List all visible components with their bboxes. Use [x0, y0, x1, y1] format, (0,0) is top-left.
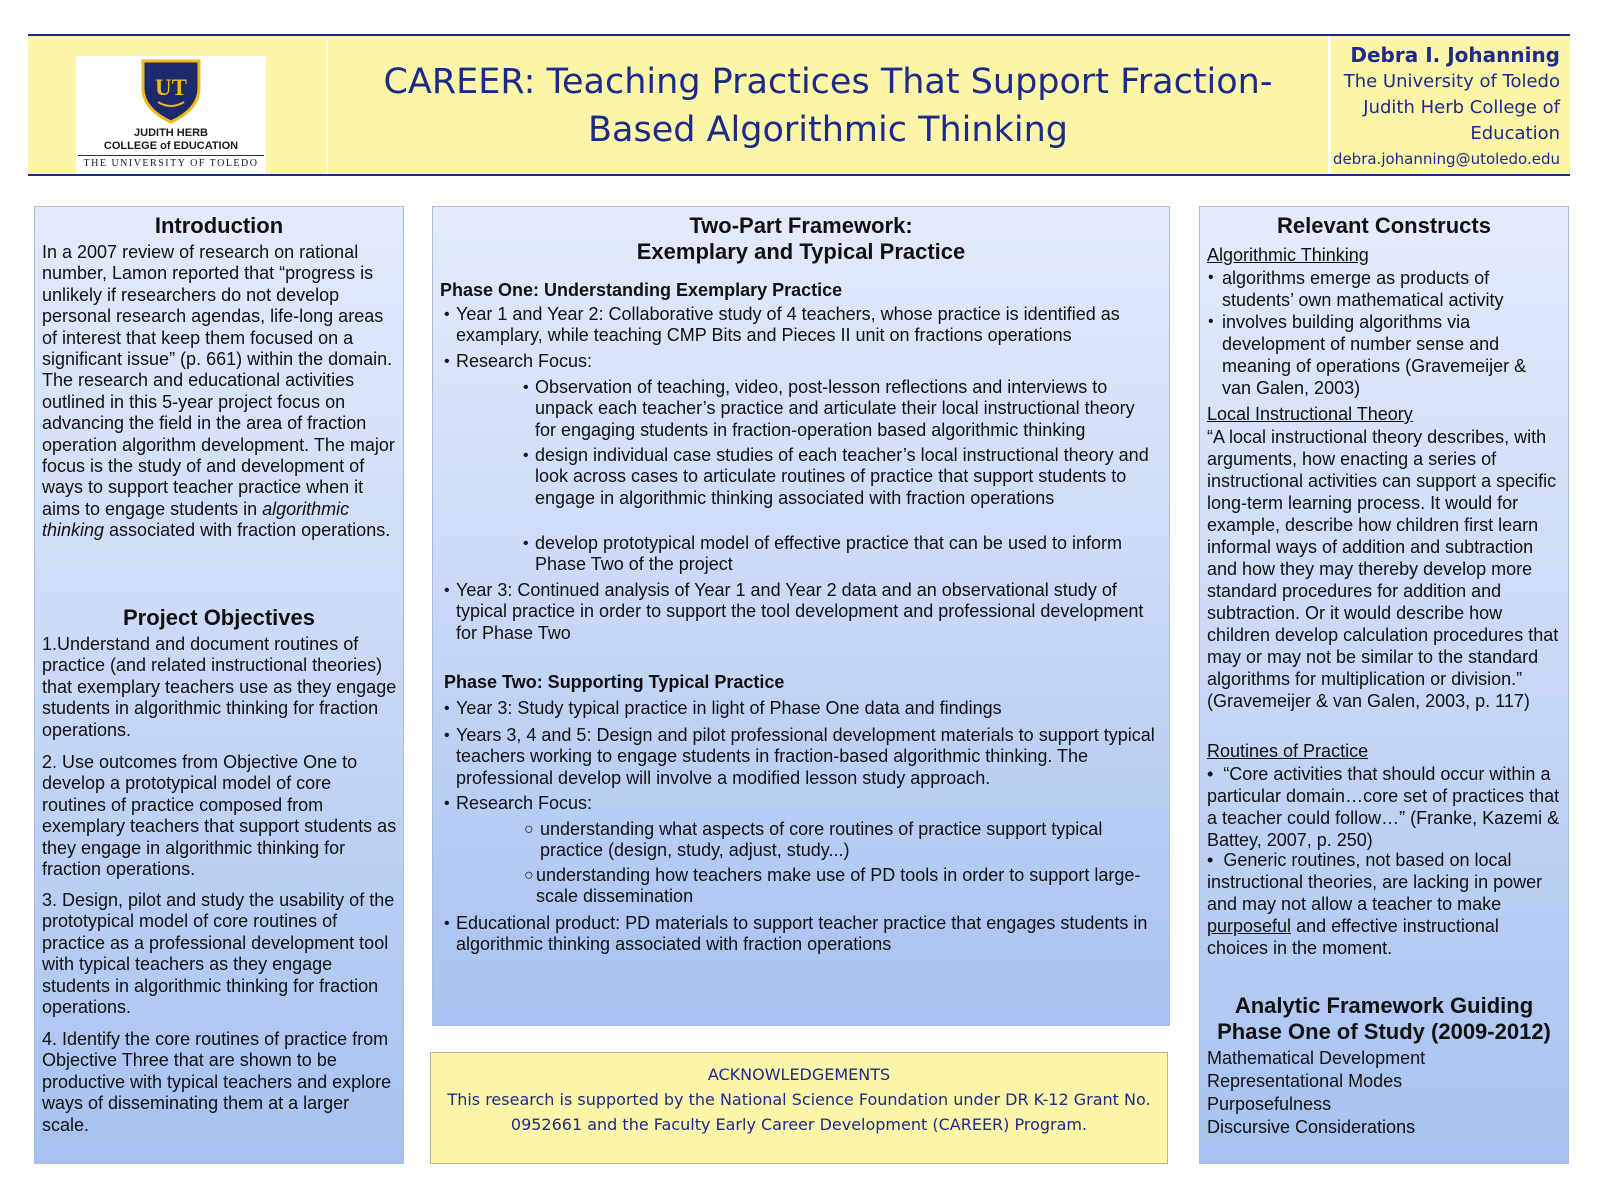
framework-heading-line-1: Two-Part Framework: [689, 213, 913, 238]
analytic-framework-heading [1200, 993, 1568, 1045]
objectives-heading: Project Objectives [123, 605, 315, 630]
bullet-icon: • [1208, 313, 1214, 330]
logo-area [36, 40, 328, 174]
logo-divider [78, 155, 264, 156]
phase-two-heading: Phase Two: Supporting Typical Practice [444, 672, 785, 692]
routines-item-text: “Core activities that should occur within a particular domain…core set of practices that a teacher could follow…” (Franke, Kazemi & Battey, 2007, p. 250) [1207, 764, 1560, 850]
local-instructional-theory-heading: Local Instructional Theory [1207, 404, 1413, 424]
phase-one-heading: Phase One: Understanding Exemplary Practice [440, 280, 843, 300]
introduction-text-part-2: associated with fraction operations. [104, 520, 391, 541]
phase-one-item: Year 1 and Year 2: Collaborative study of 4 teachers, whose practice is identified as examplary, while teaching CMP Bits and Pieces II unit on fractions operations [456, 304, 1120, 346]
analytic-framework-heading-line-1: Analytic Framework Guiding [1234, 993, 1534, 1018]
poster-title-line-1: CAREER: Teaching Practices That Support Fraction- [383, 62, 1273, 102]
phase-two-subitem: understanding how teachers make use of PD tools in order to support large-scale dissemination [536, 865, 1141, 907]
poster-title-line-2: Based Algorithmic Thinking [588, 110, 1068, 150]
author-affiliation-1: The University of Toledo [1343, 71, 1560, 92]
logo-line-3: THE UNIVERSITY OF TOLEDO [83, 158, 259, 169]
phase-one-item: Research Focus: [456, 351, 593, 371]
open-circle-bullet-icon: ○ [524, 821, 534, 838]
bullet-icon: • [444, 795, 450, 812]
introduction-panel [34, 206, 404, 1164]
poster-title [358, 58, 1298, 154]
bullet-icon: • [444, 700, 450, 717]
bullet-icon: • [444, 915, 450, 932]
routines-of-practice-item [1207, 849, 1563, 959]
shield-icon [140, 58, 202, 124]
bullet-icon: • [523, 447, 529, 464]
bullet-icon: • [444, 582, 450, 599]
analytic-framework-heading-line-2: Phase One of Study (2009-2012) [1217, 1019, 1551, 1044]
introduction-heading: Introduction [154, 213, 284, 238]
introduction-text [42, 242, 397, 542]
shield-text: UT [155, 75, 187, 100]
bullet-icon: • [444, 353, 450, 370]
objective-item: 4. Identify the core routines of practice from Objective Three that are shown to be productive with typical teachers and explore ways of disseminating them at a larger scale. [42, 1029, 392, 1135]
routines-item-text-part-1: Generic routines, not based on local instructional theories, are lacking in power and may not allow a teacher to make [1207, 850, 1543, 914]
analytic-framework-item: Representational Modes [1207, 1071, 1403, 1091]
acknowledgements-line-2: 0952661 and the Faculty Early Career Development (CAREER) Program. [510, 1115, 1088, 1134]
phase-two-item: Year 3: Study typical practice in light of Phase One data and findings [456, 698, 1002, 718]
analytic-framework-item: Purposefulness [1207, 1094, 1332, 1114]
phase-one-item: Year 3: Continued analysis of Year 1 and Year 2 data and an observational study of typical practice in order to support the tool development and professional development for Phase Two [456, 580, 1144, 643]
bullet-icon: • [444, 306, 450, 323]
phase-one-subitem: develop prototypical model of effective practice that can be used to inform Phase Two of the project [535, 533, 1123, 575]
objective-item: 1.Understand and document routines of practice (and related instructional theories) that exemplary teachers use as they engage students in algorithmic thinking for fraction operations. [42, 634, 397, 740]
author-block [1328, 36, 1570, 174]
algorithmic-thinking-item: involves building algorithms via development of number sense and meaning of operations (Gravemeijer & van Galen, 2003) [1222, 312, 1527, 398]
acknowledgements-box [430, 1052, 1168, 1164]
phase-two-item: Educational product: PD materials to support teacher practice that engages students in algorithmic thinking associated with fraction operations [456, 913, 1148, 955]
framework-heading-line-2: Exemplary and Typical Practice [636, 239, 966, 264]
bullet-icon: • [523, 535, 529, 552]
constructs-panel [1199, 206, 1569, 1164]
author-email: debra.johanning@utoledo.edu [1332, 150, 1560, 168]
logo-line-2: COLLEGE of EDUCATION [103, 140, 239, 152]
local-instructional-theory-quote: “A local instructional theory describes, with arguments, how enacting a series of instructional activities can support a specific long-term learning process. It would for example, describe how children first learn informal ways of addition and subtraction and how they may thereby develop more standard procedures for addition and subtraction. Or it would describe how children develop calculation procedures that may or may not be similar to the standard algorithms for multiplication or division.” (Gravemeijer & van Galen, 2003, p. 117) [1207, 427, 1559, 711]
framework-heading [433, 213, 1169, 265]
author-affiliation-3: Education [1470, 123, 1560, 144]
introduction-italic-term: algorithmic thinking [42, 498, 350, 541]
constructs-heading: Relevant Constructs [1277, 213, 1491, 238]
author-name: Debra I. Johanning [1350, 43, 1560, 67]
acknowledgements-heading: ACKNOWLEDGEMENTS [707, 1065, 891, 1084]
analytic-framework-item: Discursive Considerations [1207, 1117, 1416, 1137]
bullet-icon: • [1207, 850, 1224, 870]
phase-two-subitem: understanding what aspects of core routines of practice support typical practice (design, study, adjust, study...) [540, 819, 1103, 861]
algorithmic-thinking-item: algorithms emerge as products of students’ own mathematical activity [1222, 268, 1504, 310]
phase-two-item: Years 3, 4 and 5: Design and pilot professional development materials to support typical teachers working to engage students in fraction-based algorithmic thinking. The professional develop will involve a modified lesson study approach. [456, 725, 1155, 788]
university-logo [76, 56, 266, 174]
routines-item-text-part-2: and effective instructional choices in the moment. [1207, 916, 1499, 958]
bullet-icon: • [1208, 269, 1214, 286]
acknowledgements-text [431, 1087, 1167, 1137]
bullet-icon: • [444, 727, 450, 744]
objective-item: 2. Use outcomes from Objective One to develop a prototypical model of core routines of practice composed from exemplary teachers that support students as they engage in algorithmic thinking for fraction operations. [42, 752, 397, 880]
analytic-framework-item: Mathematical Development [1207, 1048, 1426, 1068]
algorithmic-thinking-heading: Algorithmic Thinking [1207, 245, 1369, 265]
routines-of-practice-heading: Routines of Practice [1207, 741, 1369, 761]
framework-panel [432, 206, 1170, 1026]
phase-two-item: Research Focus: [456, 793, 593, 813]
bullet-icon: • [523, 379, 529, 396]
logo-line-1: JUDITH HERB [134, 127, 208, 139]
open-circle-bullet-icon: ○ [524, 867, 534, 884]
bullet-icon: • [1207, 764, 1224, 784]
introduction-text-part-1: In a 2007 review of research on rational number, Lamon reported that “progress is unlikely if researchers do not develop personal research agendas, life-long areas of interest that keep them focused on a significant issue” (p. 661) within the domain. The research and educational activities outlined in this 5-year project focus on advancing the field in the area of fraction operation algorithm development. The major focus is the study of and development of ways to support teacher practice when it aims to engage students in [42, 242, 395, 519]
poster-header [28, 34, 1570, 176]
phase-one-subitem: Observation of teaching, video, post-lesson reflections and interviews to unpack each teacher’s practice and articulate their local instructional theory for engaging students in fraction-operation based algorithmic thinking [535, 377, 1135, 440]
phase-one-subitem: design individual case studies of each teacher’s local instructional theory and look across cases to articulate routines of practice that support students to engage in algorithmic thinking associated with fraction operations [535, 445, 1149, 508]
routines-of-practice-item [1207, 763, 1563, 851]
author-affiliation-2: Judith Herb College of [1363, 97, 1560, 118]
underlined-term: purposeful [1207, 916, 1292, 936]
acknowledgements-line-1: This research is supported by the National Science Foundation under DR K-12 Grant No. [447, 1090, 1151, 1109]
objective-item: 3. Design, pilot and study the usability of the prototypical model of core routines of practice as a professional development tool with typical teachers as they engage students in algorithmic thinking for fraction operations. [42, 890, 395, 1018]
